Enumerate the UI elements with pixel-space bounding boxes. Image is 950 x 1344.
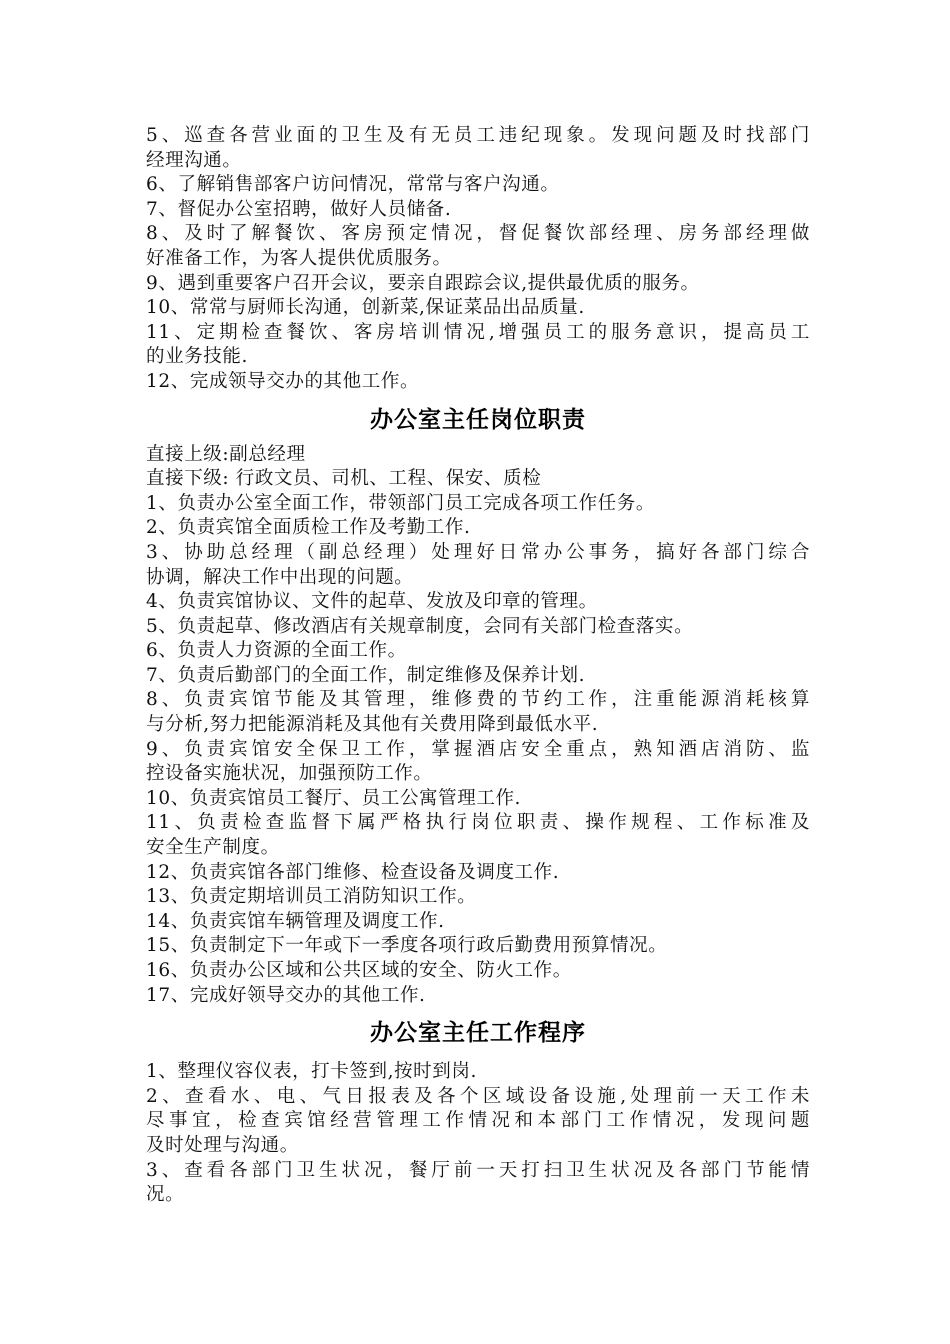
document-line: 2、负责宾馆全面质检工作及考勤工作. [146,517,471,539]
document-line: 11、定期检查餐饮、客房培训情况,增强员工的服务意识，提高员工 [146,321,810,343]
document-line: 15、负责制定下一年或下一季度各项行政后勤费用预算情况。 [146,935,668,957]
document-line: 1、负责办公室全面工作，带领部门员工完成各项工作任务。 [146,492,655,514]
document-line: 经理沟通。 [146,149,242,171]
document-line: 6、负责人力资源的全面工作。 [146,640,407,662]
document-line: 9、负责宾馆安全保卫工作，掌握酒店安全重点，熟知酒店消防、监 [146,738,810,760]
document-line: 直接下级: 行政文员、司机、工程、保安、质检 [146,468,542,490]
document-line: 5、负责起草、修改酒店有关规章制度，会同有关部门检查落实。 [146,615,694,637]
document-line: 5、巡查各营业面的卫生及有无员工违纪现象。发现问题及时找部门 [146,125,810,146]
document-line: 8、及时了解餐饮、客房预定情况，督促餐饮部经理、房务部经理做 [146,223,810,245]
document-line: 2、查看水、电、气日报表及各个区域设备设施,处理前一天工作未 [146,1085,810,1107]
document-line: 17、完成好领导交办的其他工作. [146,984,426,1006]
document-line: 安全生产制度。 [146,837,280,859]
document-line: 7、负责后勤部门的全面工作，制定维修及保养计划. [146,664,586,686]
document-line: 14、负责宾馆车辆管理及调度工作. [146,910,445,932]
document-line: 与分析,努力把能源消耗及其他有关费用降到最低水平. [146,714,599,736]
document-line: 协调，解决工作中出现的问题。 [146,566,414,588]
document-line: 16、负责办公区域和公共区域的安全、防火工作。 [146,960,572,981]
document-line: 6、了解销售部客户访问情况，常常与客户沟通。 [146,174,560,196]
document-line: 直接上级:副总经理 [146,443,306,465]
document-line: 的业务技能. [146,346,248,368]
document-line: 10、负责宾馆员工餐厅、员工公寓管理工作. [146,787,522,809]
office-director-procedure-list [146,1060,810,1208]
document-line: 10、常常与厨师长沟通，创新菜,保证菜品出品质量. [146,297,585,319]
document-line: 12、完成领导交办的其他工作。 [146,370,420,392]
document-line: 9、遇到重要客户召开会议，要亲自跟踪会议,提供最优质的服务。 [146,272,700,294]
section-heading-office-director-procedure: 办公室主任工作程序 [370,1020,586,1047]
document-page [146,124,810,1208]
document-line: 3、查看各部门卫生状况，餐厅前一天打扫卫生状况及各部门节能情 [146,1159,810,1181]
document-line: 4、负责宾馆协议、文件的起草、发放及印章的管理。 [146,591,598,613]
document-line: 好准备工作，为客人提供优质服务。 [146,247,452,269]
document-line: 13、负责定期培训员工消防知识工作。 [146,886,477,908]
document-line: 11、负责检查监督下属严格执行岗位职责、操作规程、工作标准及 [146,812,810,834]
document-line: 7、督促办公室招聘，做好人员储备. [146,198,452,220]
document-line: 8、负责宾馆节能及其管理，维修费的节约工作，注重能源消耗核算 [146,689,810,711]
document-line: 及时处理与沟通。 [146,1134,299,1156]
document-line: 3、协助总经理（副总经理）处理好日常办公事务，搞好各部门综合 [146,541,810,563]
duties-list-continued [146,124,810,395]
office-director-duties-list [146,443,810,1009]
document-line: 1、整理仪容仪表，打卡签到,按时到岗. [146,1061,477,1083]
document-line: 控设备实施状况，加强预防工作。 [146,763,433,785]
section-heading-office-director-duties: 办公室主任岗位职责 [370,406,586,433]
document-line: 12、负责宾馆各部门维修、检查设备及调度工作. [146,861,560,883]
document-line: 况。 [146,1184,185,1206]
document-line: 尽事宜，检查宾馆经营管理工作情况和本部门工作情况，发现问题 [146,1110,810,1132]
